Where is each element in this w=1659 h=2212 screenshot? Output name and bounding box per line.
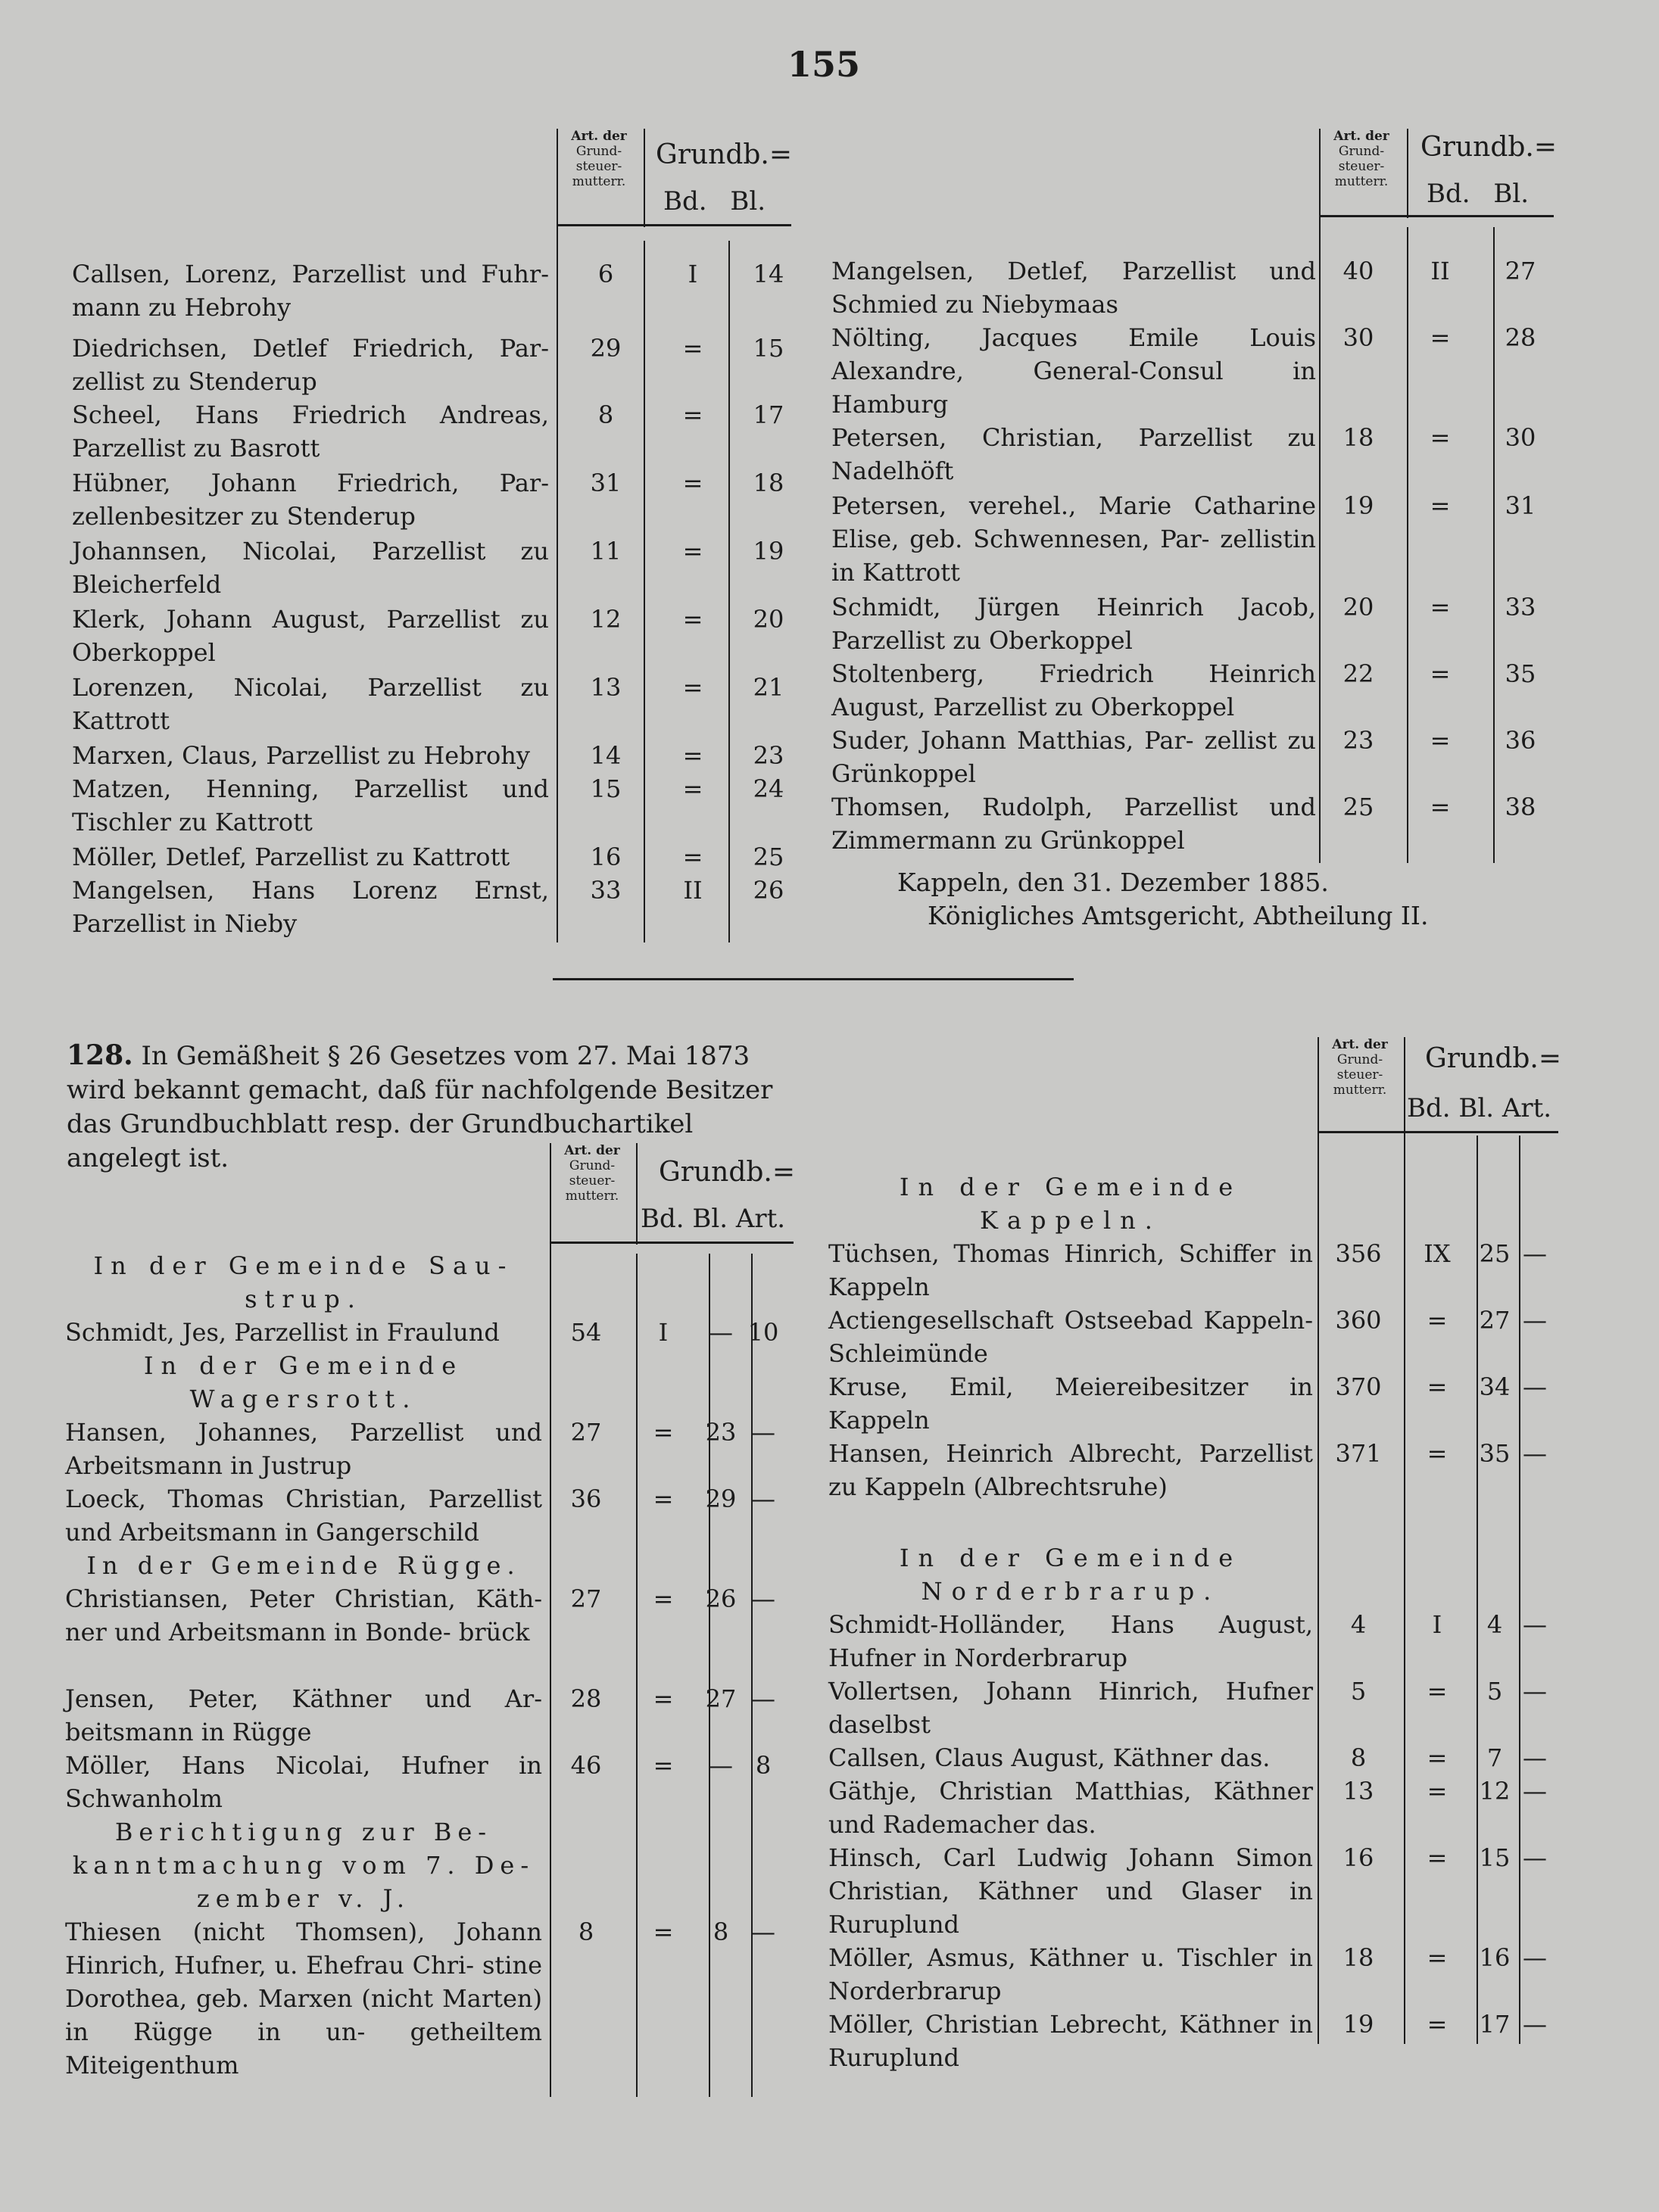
owner-name: Nölting, Jacques Emile Louis Alexandre, General-Consul in Hamburg bbox=[831, 323, 1316, 419]
table-row bbox=[72, 398, 806, 465]
owner-name: Stoltenberg, Friedrich Heinrich August, Parzellist zu Oberkoppel bbox=[831, 659, 1316, 721]
table-row bbox=[828, 1841, 1554, 1941]
owner-name: Tüchsen, Thomas Hinrich, Schiffer in Kappeln bbox=[828, 1239, 1313, 1301]
art-value: 18 bbox=[1342, 423, 1374, 452]
table-row bbox=[831, 321, 1557, 421]
owner-name: Hansen, Heinrich Albrecht, Parzellist zu Kappeln (Albrechtsruhe) bbox=[828, 1439, 1313, 1501]
bl-value: 25 bbox=[753, 843, 784, 871]
art-header-line: Art. der bbox=[571, 129, 627, 144]
table-row bbox=[65, 1915, 784, 2082]
bl-value: 33 bbox=[1505, 593, 1536, 622]
art-value: 31 bbox=[590, 469, 622, 497]
table-row bbox=[72, 739, 806, 772]
artikel-value: — bbox=[1523, 1439, 1547, 1468]
bl-value: 27 bbox=[705, 1684, 737, 1713]
table-row bbox=[72, 466, 806, 533]
bd-value: = bbox=[1430, 659, 1451, 688]
owner-name: Schmidt, Jes, Parzellist in Fraulund bbox=[65, 1318, 500, 1347]
owner-name: Möller, Hans Nicolai, Hufner in Schwanholm bbox=[65, 1751, 542, 1813]
table-row bbox=[65, 1682, 784, 1749]
bd-value: I bbox=[658, 1318, 669, 1347]
table-row bbox=[72, 772, 806, 839]
bl-value: 30 bbox=[1505, 423, 1536, 452]
art-header-line: Art. der bbox=[564, 1143, 620, 1158]
page-number: 155 bbox=[787, 44, 861, 85]
owner-name: Mangelsen, Detlef, Parzellist und Schmied zu Niebymaas bbox=[831, 257, 1316, 319]
bd-value: = bbox=[653, 1684, 674, 1713]
table-row bbox=[72, 603, 806, 669]
bl-value: 36 bbox=[1505, 726, 1536, 755]
header-rule bbox=[550, 1242, 794, 1244]
art-value: 36 bbox=[570, 1485, 602, 1513]
art-value: 16 bbox=[1342, 1843, 1374, 1872]
table-row bbox=[65, 1582, 784, 1649]
art-value: 19 bbox=[1342, 2010, 1374, 2039]
artikel-value: — bbox=[1523, 1306, 1547, 1335]
art-value: 27 bbox=[570, 1418, 602, 1447]
art-value: 13 bbox=[590, 673, 622, 702]
owner-name: Matzen, Henning, Parzellist und Tischler zu Kattrott bbox=[72, 774, 549, 837]
bd-bl-art-header-bottom-right: Bd. Bl. Art. bbox=[1407, 1093, 1552, 1123]
header-rule bbox=[1319, 215, 1554, 217]
artikel-value: — bbox=[751, 1418, 775, 1447]
artikel-value: — bbox=[1523, 1843, 1547, 1872]
bl-value: 4 bbox=[1486, 1610, 1503, 1639]
owner-name: Schmidt-Holländer, Hans August, Hufner in Norderbrarup bbox=[828, 1610, 1313, 1672]
table-row bbox=[72, 332, 806, 398]
art-value: 11 bbox=[590, 537, 622, 565]
owner-name: Hübner, Johann Friedrich, Par- zellenbesitzer zu Stenderup bbox=[72, 469, 549, 531]
bd-value: = bbox=[653, 1485, 674, 1513]
art-value: 370 bbox=[1335, 1372, 1382, 1401]
artikel-value: 10 bbox=[747, 1318, 779, 1347]
table-row bbox=[831, 489, 1557, 589]
table-row bbox=[828, 1741, 1554, 1774]
bl-value: — bbox=[709, 1318, 733, 1347]
art-value: 4 bbox=[1350, 1610, 1367, 1639]
bd-value: = bbox=[1430, 793, 1451, 821]
artikel-value: — bbox=[1523, 1610, 1547, 1639]
bd-value: = bbox=[653, 1918, 674, 1946]
art-value: 8 bbox=[578, 1918, 594, 1946]
owner-name: Mangelsen, Hans Lorenz Ernst, Parzellist in Nieby bbox=[72, 876, 549, 938]
bl-value: 20 bbox=[753, 605, 784, 634]
bl-value: 23 bbox=[753, 741, 784, 770]
artikel-value: — bbox=[751, 1684, 775, 1713]
owner-name: Callsen, Claus August, Käthner das. bbox=[828, 1743, 1271, 1772]
bd-value: = bbox=[682, 741, 703, 770]
bl-value: 21 bbox=[753, 673, 784, 702]
owner-name: Actiengesellschaft Ostseebad Kappeln- Schleimünde bbox=[828, 1306, 1313, 1368]
bd-value: = bbox=[1427, 1843, 1448, 1872]
art-header-line: steuer- bbox=[1336, 1067, 1383, 1083]
table-row bbox=[72, 840, 806, 874]
owner-name: Hinsch, Carl Ludwig Johann Simon Christian, Käthner und Glaser in Ruruplund bbox=[828, 1843, 1313, 1939]
art-value: 19 bbox=[1342, 491, 1374, 520]
owner-name: Hansen, Johannes, Parzellist und Arbeitsmann in Justrup bbox=[65, 1418, 542, 1480]
art-header-line: Grund- bbox=[1338, 144, 1385, 159]
table-row bbox=[65, 1416, 784, 1482]
art-header-line: mutterr. bbox=[565, 1189, 619, 1204]
bd-value: = bbox=[1427, 1677, 1448, 1706]
table-row bbox=[72, 257, 806, 324]
section-heading bbox=[65, 1815, 542, 1915]
header-rule bbox=[1318, 1131, 1558, 1133]
bd-value: II bbox=[1430, 257, 1450, 285]
column-rule bbox=[644, 129, 645, 227]
bl-value: 7 bbox=[1486, 1743, 1503, 1772]
gemeinde-heading: In der Gemeinde Sau- strup. bbox=[93, 1251, 514, 1313]
bd-value: = bbox=[1427, 1372, 1448, 1401]
artikel-value: — bbox=[1523, 1743, 1547, 1772]
grundb-header-bottom-right: Grundb.= bbox=[1425, 1043, 1562, 1074]
section-heading bbox=[65, 1249, 542, 1316]
art-value: 20 bbox=[1342, 593, 1374, 622]
art-value: 18 bbox=[1342, 1943, 1374, 1972]
bd-value: = bbox=[1430, 423, 1451, 452]
bd-value: = bbox=[682, 537, 703, 565]
bd-bl-header-top-left: Bd. Bl. bbox=[663, 186, 766, 217]
artikel-value: — bbox=[1523, 1943, 1547, 1972]
owner-name: Johannsen, Nicolai, Parzellist zu Bleicherfeld bbox=[72, 537, 549, 599]
art-header-line: steuer- bbox=[1338, 159, 1385, 174]
art-header-bottom-right bbox=[1318, 1037, 1402, 1098]
art-value: 29 bbox=[590, 334, 622, 363]
section-number: 128. bbox=[67, 1039, 133, 1071]
bd-value: = bbox=[1427, 1439, 1448, 1468]
bl-value: 25 bbox=[1479, 1239, 1511, 1268]
art-value: 22 bbox=[1342, 659, 1374, 688]
owner-name: Scheel, Hans Friedrich Andreas, Parzellist zu Basrott bbox=[72, 400, 549, 463]
table-row bbox=[831, 590, 1557, 657]
bl-value: 38 bbox=[1505, 793, 1536, 821]
table-row bbox=[831, 724, 1557, 790]
grundb-header-top-right: Grundb.= bbox=[1420, 132, 1558, 163]
header-rule bbox=[557, 224, 791, 226]
art-value: 25 bbox=[1342, 793, 1374, 821]
table-row bbox=[828, 1774, 1554, 1841]
artikel-value: — bbox=[751, 1584, 775, 1613]
owner-name: Gäthje, Christian Matthias, Käthner und Rademacher das. bbox=[828, 1777, 1313, 1839]
table-row bbox=[65, 1482, 784, 1549]
art-value: 8 bbox=[597, 400, 614, 429]
gemeinde-heading: In der Gemeinde Kappeln. bbox=[899, 1173, 1243, 1235]
owner-name: Möller, Detlef, Parzellist zu Kattrott bbox=[72, 843, 510, 871]
bd-value: = bbox=[653, 1584, 674, 1613]
correction-heading: Berichtigung zur Be- kanntmachung vom 7. De- zember v. J. bbox=[72, 1818, 535, 1913]
bl-value: 18 bbox=[753, 469, 784, 497]
artikel-value: — bbox=[751, 1485, 775, 1513]
art-header-line: mutterr. bbox=[1334, 174, 1389, 189]
owner-name: Suder, Johann Matthias, Par- zellist zu Grünkoppel bbox=[831, 726, 1316, 788]
table-row bbox=[828, 1237, 1554, 1304]
section-separator bbox=[553, 978, 1074, 980]
bd-bl-art-header-bottom-left: Bd. Bl. Art. bbox=[641, 1204, 786, 1234]
bl-value: 34 bbox=[1479, 1372, 1511, 1401]
owner-name: Jensen, Peter, Käthner und Ar- beitsmann in Rügge bbox=[65, 1684, 542, 1746]
table-row bbox=[828, 1304, 1554, 1370]
table-row bbox=[828, 2008, 1554, 2074]
section-128-intro bbox=[67, 1039, 787, 1176]
gemeinde-heading: In der Gemeinde Wagersrott. bbox=[143, 1351, 464, 1413]
art-header-top-right bbox=[1319, 129, 1404, 189]
table-row bbox=[72, 534, 806, 601]
art-value: 33 bbox=[590, 876, 622, 905]
artikel-value: — bbox=[1523, 1372, 1547, 1401]
grundb-header-top-left: Grundb.= bbox=[656, 139, 793, 170]
bd-value: = bbox=[653, 1418, 674, 1447]
bd-value: = bbox=[1427, 1943, 1448, 1972]
bl-value: 19 bbox=[753, 537, 784, 565]
section-heading bbox=[828, 1541, 1313, 1608]
artikel-value: — bbox=[1523, 1677, 1547, 1706]
bd-value: = bbox=[682, 334, 703, 363]
owner-name: Kruse, Emil, Meiereibesitzer in Kappeln bbox=[828, 1372, 1313, 1435]
column-rule bbox=[1407, 129, 1408, 218]
art-header-top-left bbox=[557, 129, 641, 189]
owner-name: Marxen, Claus, Parzellist zu Hebrohy bbox=[72, 741, 530, 770]
bl-value: 8 bbox=[713, 1918, 729, 1946]
bd-value: = bbox=[1430, 593, 1451, 622]
bd-value: = bbox=[682, 469, 703, 497]
art-value: 6 bbox=[597, 260, 614, 288]
owner-name: Thiesen (nicht Thomsen), Johann Hinrich, Hufner, u. Ehefrau Chri- stine Dorothea, geb. Marxen (nicht Marten) in Rügge in un- getheiltem Miteigenthum bbox=[65, 1918, 542, 2080]
bl-value: 27 bbox=[1505, 257, 1536, 285]
bd-value: = bbox=[682, 843, 703, 871]
bd-value: = bbox=[1430, 323, 1451, 352]
artikel-value: 8 bbox=[755, 1751, 772, 1780]
artikel-value: — bbox=[1523, 1239, 1547, 1268]
owner-name: Petersen, verehel., Marie Catharine Elise, geb. Schwennesen, Par- zellistin in Kattrott bbox=[831, 491, 1316, 587]
bl-value: — bbox=[709, 1751, 733, 1780]
table-row bbox=[828, 1370, 1554, 1437]
art-value: 23 bbox=[1342, 726, 1374, 755]
art-value: 46 bbox=[570, 1751, 602, 1780]
art-header-line: Art. der bbox=[1332, 1037, 1388, 1052]
art-value: 15 bbox=[590, 774, 622, 803]
table-row bbox=[65, 1316, 784, 1349]
bl-value: 28 bbox=[1505, 323, 1536, 352]
footer-court: Königliches Amtsgericht, Abtheilung II. bbox=[928, 901, 1429, 930]
bd-value: = bbox=[653, 1751, 674, 1780]
section-heading bbox=[65, 1349, 542, 1416]
table-row bbox=[831, 254, 1557, 321]
bl-value: 26 bbox=[753, 876, 784, 905]
artikel-value: — bbox=[1523, 2010, 1547, 2039]
bl-value: 14 bbox=[753, 260, 784, 288]
bd-value: = bbox=[682, 400, 703, 429]
art-value: 27 bbox=[570, 1584, 602, 1613]
art-value: 16 bbox=[590, 843, 622, 871]
bd-value: = bbox=[1430, 491, 1451, 520]
owner-name: Callsen, Lorenz, Parzellist und Fuhr- mann zu Hebrohy bbox=[72, 260, 549, 322]
owner-name: Schmidt, Jürgen Heinrich Jacob, Parzellist zu Oberkoppel bbox=[831, 593, 1316, 655]
bl-value: 27 bbox=[1479, 1306, 1511, 1335]
table-row bbox=[831, 421, 1557, 488]
bl-value: 17 bbox=[753, 400, 784, 429]
owner-name: Klerk, Johann August, Parzellist zu Oberkoppel bbox=[72, 605, 549, 667]
table-row bbox=[828, 1608, 1554, 1675]
table-row bbox=[828, 1437, 1554, 1503]
bl-value: 35 bbox=[1505, 659, 1536, 688]
bd-value: = bbox=[1427, 1777, 1448, 1805]
art-header-line: Grund- bbox=[569, 1158, 616, 1173]
bl-value: 29 bbox=[705, 1485, 737, 1513]
art-value: 12 bbox=[590, 605, 622, 634]
art-value: 28 bbox=[570, 1684, 602, 1713]
table-row bbox=[831, 657, 1557, 724]
bd-value: I bbox=[1432, 1610, 1442, 1639]
bd-value: II bbox=[683, 876, 703, 905]
owner-name: Möller, Asmus, Käthner u. Tischler in Norderbrarup bbox=[828, 1943, 1313, 2005]
table-row bbox=[72, 874, 806, 940]
table-row bbox=[65, 1749, 784, 1815]
art-header-line: steuer- bbox=[569, 1173, 616, 1189]
bl-value: 12 bbox=[1479, 1777, 1511, 1805]
gemeinde-heading: In der Gemeinde Rügge. bbox=[86, 1551, 521, 1580]
table-row bbox=[828, 1941, 1554, 2008]
column-rule bbox=[636, 1143, 638, 1245]
bl-value: 17 bbox=[1479, 2010, 1511, 2039]
art-header-line: Grund- bbox=[575, 144, 622, 159]
art-value: 13 bbox=[1342, 1777, 1374, 1805]
owner-name: Loeck, Thomas Christian, Parzellist und Arbeitsmann in Gangerschild bbox=[65, 1485, 542, 1547]
owner-name: Möller, Christian Lebrecht, Käthner in Ruruplund bbox=[828, 2010, 1313, 2072]
art-value: 360 bbox=[1335, 1306, 1382, 1335]
art-value: 356 bbox=[1335, 1239, 1382, 1268]
art-header-line: Art. der bbox=[1333, 129, 1389, 144]
table-row bbox=[72, 671, 806, 737]
art-value: 8 bbox=[1350, 1743, 1367, 1772]
bl-value: 35 bbox=[1479, 1439, 1511, 1468]
bd-value: = bbox=[682, 774, 703, 803]
art-value: 30 bbox=[1342, 323, 1374, 352]
section-heading bbox=[828, 1170, 1313, 1237]
art-value: 14 bbox=[590, 741, 622, 770]
bd-value: = bbox=[682, 673, 703, 702]
bl-value: 16 bbox=[1479, 1943, 1511, 1972]
artikel-value: — bbox=[1523, 1777, 1547, 1805]
section-text: In Gemäßheit § 26 Gesetzes vom 27. Mai 1873 wird bekannt gemacht, daß für nachfolgende Besitzer das Grundbuchblatt resp. der Grundbuchartikel angelegt ist. bbox=[67, 1041, 773, 1173]
bd-value: = bbox=[1427, 1306, 1448, 1335]
owner-name: Lorenzen, Nicolai, Parzellist zu Kattrott bbox=[72, 673, 549, 735]
bl-value: 15 bbox=[1479, 1843, 1511, 1872]
art-value: 5 bbox=[1350, 1677, 1367, 1706]
bl-value: 5 bbox=[1486, 1677, 1503, 1706]
bd-value: I bbox=[688, 260, 698, 288]
bd-value: = bbox=[1427, 1743, 1448, 1772]
bd-value: IX bbox=[1424, 1239, 1451, 1268]
gemeinde-heading: In der Gemeinde Norderbrarup. bbox=[899, 1544, 1243, 1606]
bd-value: = bbox=[682, 605, 703, 634]
bd-value: = bbox=[1427, 2010, 1448, 2039]
bl-value: 24 bbox=[753, 774, 784, 803]
footer-date: Kappeln, den 31. Dezember 1885. bbox=[897, 868, 1329, 897]
owner-name: Christiansen, Peter Christian, Käth- ner und Arbeitsmann in Bonde- brück bbox=[65, 1584, 542, 1647]
section-heading bbox=[65, 1549, 542, 1582]
bl-value: 15 bbox=[753, 334, 784, 363]
bd-value: = bbox=[1430, 726, 1451, 755]
bl-value: 31 bbox=[1505, 491, 1536, 520]
art-header-line: mutterr. bbox=[1333, 1083, 1387, 1098]
art-header-bottom-left bbox=[550, 1143, 635, 1204]
art-header-line: mutterr. bbox=[572, 174, 626, 189]
table-row bbox=[828, 1675, 1554, 1741]
art-header-line: Grund- bbox=[1336, 1052, 1383, 1067]
grundb-header-bottom-left: Grundb.= bbox=[659, 1157, 796, 1188]
owner-name: Diedrichsen, Detlef Friedrich, Par- zellist zu Stenderup bbox=[72, 334, 549, 396]
table-row bbox=[831, 790, 1557, 857]
owner-name: Thomsen, Rudolph, Parzellist und Zimmermann zu Grünkoppel bbox=[831, 793, 1316, 855]
bl-value: 23 bbox=[705, 1418, 737, 1447]
art-header-line: steuer- bbox=[575, 159, 622, 174]
art-value: 54 bbox=[570, 1318, 602, 1347]
bl-value: 26 bbox=[705, 1584, 737, 1613]
owner-name: Vollertsen, Johann Hinrich, Hufner daselbst bbox=[828, 1677, 1313, 1739]
bd-bl-header-top-right: Bd. Bl. bbox=[1427, 179, 1530, 209]
art-value: 371 bbox=[1335, 1439, 1382, 1468]
artikel-value: — bbox=[751, 1918, 775, 1946]
owner-name: Petersen, Christian, Parzellist zu Nadelhöft bbox=[831, 423, 1316, 485]
art-value: 40 bbox=[1342, 257, 1374, 285]
